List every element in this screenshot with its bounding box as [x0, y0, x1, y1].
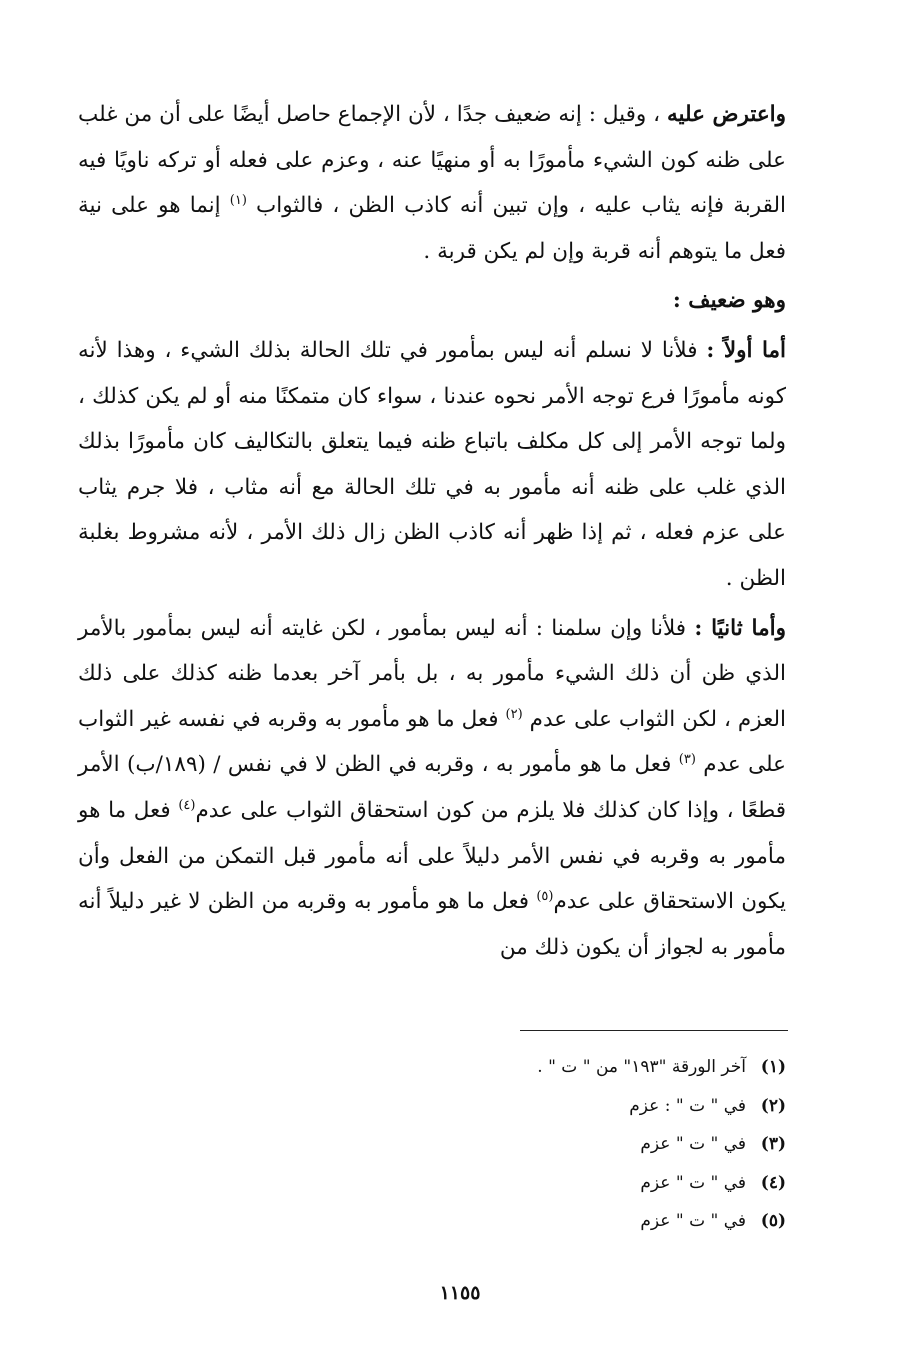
paragraph-text: فعل ما هو مأمور به وقربه في نفسه غير الثواب على عدم — [78, 706, 786, 778]
footnote-number: (٤) — [760, 1172, 786, 1193]
footnote-marker-5: (٥) — [536, 888, 554, 904]
footnote-divider — [520, 1030, 788, 1031]
footnote-item — [78, 1048, 786, 1087]
footnote-text: في " ت " عزم — [640, 1172, 746, 1193]
paragraph-text: فعل ما هو مأمور به ، وقربه في الظن لا في نفس / (١٨٩/ب) الأمر قطعًا ، وإذا كان كذلك فلا يلزم من كون استحقاق الثواب على عدم — [78, 752, 786, 823]
footnote-number: (٣) — [760, 1134, 786, 1154]
footnote-text: في " ت " : عزم — [629, 1095, 746, 1116]
paragraph-lead: وأما ثانيًا : — [694, 615, 786, 641]
footnotes — [78, 1048, 786, 1241]
paragraph-second — [78, 606, 786, 971]
footnote-marker-1: (١) — [229, 193, 247, 209]
footnote-number: (٢) — [760, 1095, 786, 1116]
footnote-item — [78, 1202, 786, 1241]
paragraph-text: ، وقيل : إنه ضعيف جدًا ، لأن الإجماع حاصل أيضًا على أن من غلب على ظنه كون الشيء مأمورًا به أو منهيًا عنه ، وعزم على فعله أو تركه ناويًا فيه القربة فإنه يثاب عليه ، وإن تبين أنه كاذب الظن ، فالثواب — [78, 102, 786, 219]
paragraph-objection — [78, 92, 786, 274]
footnote-item — [78, 1087, 786, 1126]
paragraph-text: فلأنا لا نسلم أنه ليس بمأمور في تلك الحالة بذلك الشيء ، وهذا لأنه كونه مأمورًا فرع توجه الأمر نحوه عندنا ، سواء كان متمكنًا منه أو لم يكن كذلك ، ولما توجه الأمر إلى كل مكلف باتباع ظنه فيما يتعلق بالتكاليف كان مأمورًا بذلك الذي غلب على ظنه أنه مأمور به في تلك الحالة مع أنه مثاب ، فلا جرم يثاب على عزم فعله ، ثم إذا ظهر أنه كاذب الظن زال ذلك الأمر ، لأنه مشروط بغلبة الظن . — [78, 337, 786, 591]
footnote-text: في " ت " عزم — [640, 1211, 746, 1231]
footnote-item — [78, 1125, 786, 1164]
paragraph-text: فعل ما هو مأمور به وقربه في نفس الأمر دليلاً على أنه مأمور قبل التمكن من الفعل وأن يكون الاستحقاق على عدم — [78, 797, 787, 915]
paragraph-lead: أما أولاً : — [706, 337, 786, 363]
page-number: ١١٥٥ — [439, 1282, 481, 1304]
paragraph-text: فلأنا وإن سلمنا : أنه ليس بمأمور ، لكن غايته أنه ليس بمأمور بالأمر الذي ظن أن ذلك الشيء مأمور به ، بل بأمر آخر بعدما ظنه كذلك على ذلك العزم ، لكن الثواب على عدم — [78, 615, 786, 732]
paragraph-text: إنما هو على نية فعل ما يتوهم أنه قربة وإن لم يكن قربة . — [78, 193, 786, 264]
footnote-marker-2: (٢) — [505, 706, 523, 722]
footnote-number: (٥) — [760, 1211, 786, 1231]
paragraph-heading: وهو ضعيف : — [672, 288, 786, 314]
footnote-number: (١) — [760, 1057, 786, 1077]
footnote-marker-3: (٣) — [678, 752, 696, 768]
paragraph-first — [78, 328, 786, 602]
paragraph-lead: واعترض عليه — [666, 102, 786, 127]
footnote-text: آخر الورقة "١٩٣" من " ت " . — [537, 1057, 746, 1077]
paragraph-text: فعل ما هو مأمور به وقربه من الظن لا غير دليلاً أنه مأمور به لجواز أن يكون ذلك من — [78, 889, 786, 960]
footnote-item — [78, 1164, 786, 1203]
footnote-marker-4: (٤) — [178, 797, 196, 813]
main-text — [78, 92, 786, 970]
footnote-text: في " ت " عزم — [640, 1134, 746, 1154]
